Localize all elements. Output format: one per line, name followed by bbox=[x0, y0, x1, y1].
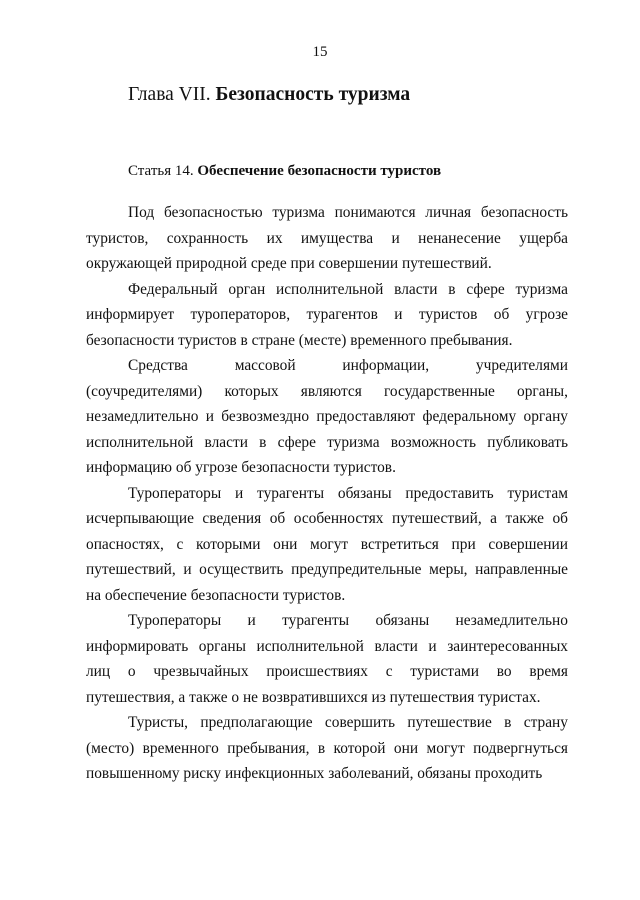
page-number: 15 bbox=[312, 44, 328, 60]
paragraph-line: (место) временного пребывания, в которой они могут подвергнуться bbox=[86, 739, 568, 757]
paragraph-line: лиц о чрезвычайных происшествиях с туристами во время bbox=[86, 663, 568, 680]
paragraph-line: Туристы, предполагающие совершить путешествие в страну bbox=[128, 714, 568, 731]
paragraph-line: Под безопасностью туризма понимаются личная безопасность bbox=[128, 204, 568, 221]
chapter-title: Безопасность туризма bbox=[215, 84, 411, 105]
paragraph-line: опасностях, с которыми они могут встретиться при совершении bbox=[86, 535, 568, 553]
paragraph-line: исполнительной власти в сфере туризма возможность публиковать bbox=[86, 433, 568, 451]
paragraph bbox=[86, 710, 568, 787]
chapter-label: Глава VII. bbox=[128, 84, 211, 105]
chapter-heading bbox=[128, 84, 410, 106]
paragraph bbox=[86, 353, 568, 481]
article-heading bbox=[128, 163, 441, 180]
paragraph-line: Федеральный орган исполнительной власти в сфере туризма bbox=[128, 280, 568, 298]
paragraph-line: путешествия, а также о не возвратившихся из путешествия туристах. bbox=[86, 688, 541, 706]
paragraph-line: на обеспечение безопасности туристов. bbox=[86, 586, 346, 604]
paragraph bbox=[86, 481, 568, 609]
paragraph-line: информировать органы исполнительной власти и заинтересованных bbox=[86, 637, 568, 655]
paragraph-line: туристов, сохранность их имущества и ненанесение ущерба bbox=[86, 229, 568, 247]
article-title: Обеспечение безопасности туристов bbox=[197, 163, 442, 179]
paragraph-line: Средства массовой информации, учредителями bbox=[128, 357, 568, 374]
paragraph-line: информацию об угрозе безопасности туристов. bbox=[86, 459, 396, 476]
article-label: Статья 14. bbox=[128, 163, 194, 179]
paragraph bbox=[86, 608, 568, 710]
paragraph bbox=[86, 277, 568, 354]
paragraph-line: окружающей природной среде при совершении путешествий. bbox=[86, 255, 492, 272]
paragraph-line: исчерпывающие сведения об особенностях путешествий, а также об bbox=[86, 510, 568, 527]
paragraph-line: информирует туроператоров, турагентов и туристов об угрозе bbox=[86, 306, 568, 323]
paragraph-line: Туроператоры и турагенты обязаны предоставить туристам bbox=[128, 484, 568, 502]
paragraph-line: безопасности туристов в стране (месте) временного пребывания. bbox=[86, 331, 513, 349]
paragraph-line: (соучредителями) которых являются государственные органы, bbox=[86, 382, 568, 400]
paragraph-line: повышенному риску инфекционных заболеваний, обязаны проходить bbox=[86, 765, 543, 782]
paragraph bbox=[86, 200, 568, 277]
paragraph-line: путешествий, и осуществить предупредительные меры, направленные bbox=[86, 561, 568, 578]
paragraph-line: незамедлительно и безвозмездно предоставляют федеральному органу bbox=[86, 408, 568, 425]
paragraph-line: Туроператоры и турагенты обязаны незамедлительно bbox=[128, 612, 568, 629]
article-body bbox=[86, 200, 568, 787]
